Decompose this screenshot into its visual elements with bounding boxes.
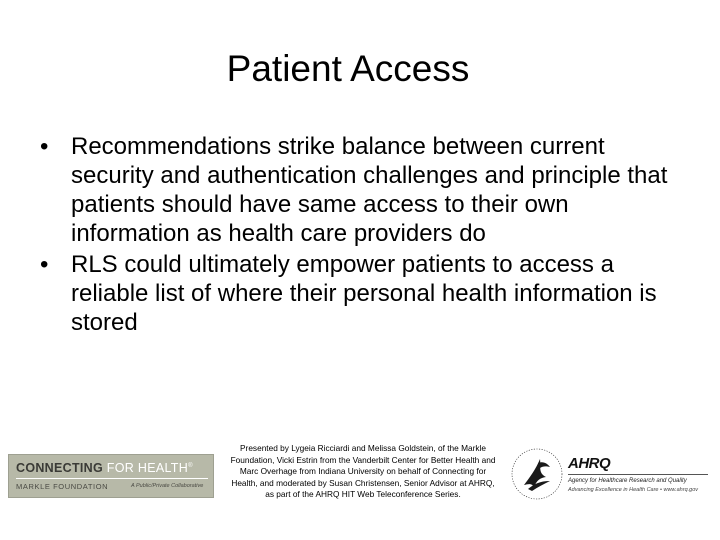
bullet-list [40, 132, 680, 339]
presenter-credits: Presented by Lygeia Ricciardi and Melissa Goldstein, of the Markle Foundation, Vicki Estrin from the Vanderbilt Center for Better Health and Marc Overhage from Indiana University on behalf of Connecting for Health, and moderated by Susan Christensen, Senior Advisor at AHRQ, as part of the AHRQ HIT Web Teleconference Series. [230, 443, 496, 499]
bullet-item [40, 250, 680, 337]
bullet-text: RLS could ultimately empower patients to access a reliable list of where their personal health information is stored [71, 251, 657, 336]
slide-title: Patient Access [226, 48, 470, 89]
cfh-trademark: ® [188, 462, 193, 469]
cfh-wordmark-light: FOR HEALTH [103, 461, 189, 475]
cfh-divider [16, 478, 208, 479]
bullet-icon: • [40, 133, 49, 160]
bullet-item [40, 132, 680, 248]
bullet-icon: • [40, 251, 49, 278]
bullet-text: Recommendations strike balance between current security and authentication challenges and principle that patients should have same access to their own information as health care providers do [71, 133, 668, 247]
cfh-wordmark-bold: CONNECTING [16, 461, 104, 475]
connecting-for-health-logo [8, 454, 214, 498]
cfh-tagline: A Public/Private Collaborative [131, 483, 204, 489]
cfh-markle-foundation: MARKLE FOUNDATION [16, 482, 109, 491]
ahrq-divider [568, 474, 708, 475]
ahrq-tagline: Agency for Healthcare Research and Quality [568, 478, 687, 484]
ahrq-wordmark: AHRQ [568, 455, 611, 472]
ahrq-tagline-secondary: Advancing Excellence in Health Care • www.ahrq.gov [568, 487, 699, 493]
hhs-eagle-seal-icon [510, 447, 564, 501]
ahrq-logo [506, 445, 712, 507]
cfh-wordmark [16, 461, 193, 475]
